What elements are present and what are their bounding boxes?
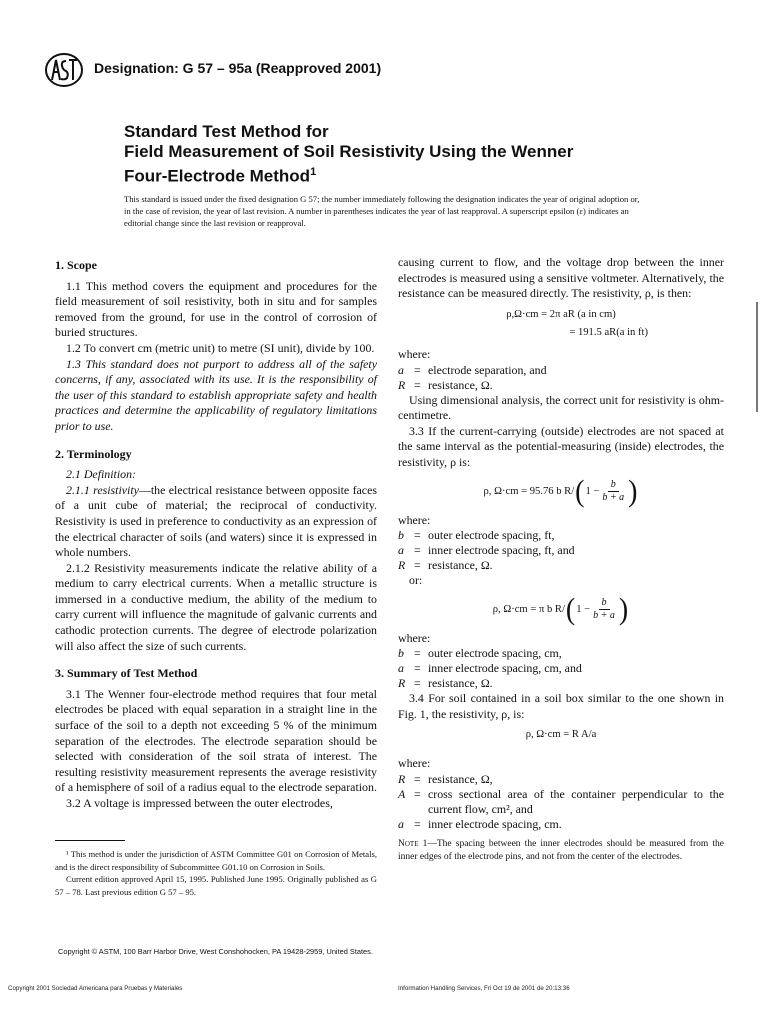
section-1-heading: 1. Scope <box>55 258 97 272</box>
right-column <box>398 255 724 864</box>
where-list-1 <box>398 363 724 393</box>
footnotes <box>55 848 377 898</box>
where-item: a = inner electrode spacing, cm, and <box>398 661 582 676</box>
para-1-2: 1.2 To convert cm (metric unit) to metre (SI unit), divide by 100. <box>66 340 375 355</box>
where-item: R = resistance, Ω. <box>398 377 493 392</box>
where-item: R = resistance, Ω, <box>398 771 493 786</box>
where-list-3 <box>398 646 724 691</box>
para-3-2-cont: causing current to flow, and the voltage drop between the inner electrodes is measured using a sensitive voltmeter. Alternatively, the resistance can be measured directly. The resistivity, ρ, is then: <box>398 255 724 301</box>
para-1-1: 1.1 This method covers the equipment and procedures for the field measurement of soil resistivity, both in situ and for samples removed from the ground, for use in the control of corrosion of buried structures. <box>55 278 377 340</box>
footnote-rule <box>55 840 125 841</box>
title-line-3: Four-Electrode Method$^1$ <box>124 166 317 186</box>
para-3-3: 3.3 If the current-carrying (outside) electrodes are not spaced at the same interval as the potential-measuring (inside) electrodes, the resistivity, ρ is: <box>398 423 724 469</box>
where-label-4: where: <box>398 756 431 771</box>
footnote-1: ¹ This method is under the jurisdiction of ASTM Committee G01 on Corrosion of Metals, and is the direct responsibility of Subcommittee G01.10 on Corrosion in Soils. <box>55 849 377 872</box>
para-2-1-1: 2.1.1 resistivity—the electrical resistance between opposite faces of a unit cube of material; the reciprocal of conductivity. Resistivity is used in preference to conductivity as an expression of the electrical character of soils (and waters) since it is expressed in whole numbers. <box>55 482 377 560</box>
para-2-1: 2.1 Definition: <box>66 467 137 482</box>
issue-notice: This standard is issued under the fixed designation G 57; the number immediately following the designation indicates the year of original adoption or, in the case of revision, the year of last revision. A number in parentheses indicates the year of last reapproval. A superscript epsilon (ε) indicates an editorial change since the last revision or reapproval. <box>124 194 640 228</box>
left-column <box>55 258 377 812</box>
where-label-1: where: <box>398 346 431 361</box>
title-line-2: Field Measurement of Soil Resistivity Using the Wenner <box>124 142 574 161</box>
edition-note: Current edition approved April 15, 1995. Published June 1995. Originally published as G 57 – 78. Last previous edition G 57 – 95. <box>55 874 377 897</box>
where-item: b = outer electrode spacing, ft, <box>398 528 555 543</box>
where-item: a = inner electrode spacing, ft, and <box>398 543 575 558</box>
section-2-heading: 2. Terminology <box>55 446 132 461</box>
where-label-2: where: <box>398 512 431 527</box>
footer-left: Copyright 2001 Sociedad Americana para Pruebas y Materiales <box>8 985 183 992</box>
equation-4: ρ, Ω·cm = π b R/ ( 1 − $\frac{b}{b + a}$ ) <box>492 592 629 627</box>
para-1-3: 1.3 This standard does not purport to address all of the safety concerns, if any, associated with its use. It is the responsibility of the user of this standard to establish appropriate safety and health practices and determine the applicability of regulatory limitations prior to use. <box>55 356 377 433</box>
where-item: A = cross sectional area of the container perpendicular to the current flow, cm², and <box>398 786 724 816</box>
document-title <box>124 122 684 187</box>
where-item: R = resistance, Ω. <box>398 558 493 573</box>
note-1: Note 1—The spacing between the inner electrodes should be measured from the inner edges of the electrode pins, and not from the center of the electrodes. <box>398 838 724 862</box>
para-dimensional: Using dimensional analysis, the correct unit for resistivity is ohm-centimetre. <box>398 392 724 423</box>
equation-3: ρ, Ω·cm = 95.76 b R/ ( 1 − $\frac{b}{b + a}$ ) <box>483 473 638 509</box>
where-item: a = electrode separation, and <box>398 362 547 377</box>
where-list-2 <box>398 528 724 573</box>
where-item: a = inner electrode spacing, cm. <box>398 816 562 831</box>
astm-logo <box>44 52 84 88</box>
para-2-1-2: 2.1.2 Resistivity measurements indicate the relative ability of a medium to carry electrical currents. When a metallic structure is immersed in a conductive medium, the ability of the medium to carry current will influence the magnitude of galvanic currents and cathodic protection currents. The degree of electrode polarization will also affect the size of such currents. <box>55 560 377 653</box>
equation-1: ρ,Ω·cm = 2π aR (a in cm) <box>506 308 616 320</box>
para-3-1: 3.1 The Wenner four-electrode method requires that four metal electrodes be placed with equal separation in a straight line in the surface of the soil to a depth not exceeding 5 % of the minimum separation of the electrodes. The electrode separation should be selected with consideration of the soil strata of interest. The resulting resistivity measurement represents the average resistivity of a hemisphere of soil of a radius equal to the electrode separation. <box>55 686 377 795</box>
equation-5: ρ, Ω·cm = R A/a <box>525 728 597 740</box>
para-3-2: 3.2 A voltage is impressed between the outer electrodes, <box>66 796 333 810</box>
para-3-4: 3.4 For soil contained in a soil box similar to the one shown in Fig. 1, the resistivity, ρ, is: <box>398 691 724 721</box>
section-3-heading: 3. Summary of Test Method <box>55 666 198 681</box>
title-line-1: Standard Test Method for <box>124 122 329 141</box>
where-label-3: where: <box>398 630 431 645</box>
or-label: or: <box>409 573 423 588</box>
scan-edge-mark <box>756 302 758 412</box>
title-footnote-mark: 1 <box>310 166 317 178</box>
where-item: b = outer electrode spacing, cm, <box>398 646 562 661</box>
footer-right: Information Handling Services, Fri Oct 19 de 2001 de 20:13:36 <box>398 985 570 992</box>
designation: Designation: G 57 – 95a (Reapproved 2001) <box>94 60 382 76</box>
equation-2: = 191.5 aR(a in ft) <box>569 327 648 339</box>
where-list-4 <box>398 772 724 832</box>
copyright-line: Copyright © ASTM, 100 Barr Harbor Drive, West Conshohocken, PA 19428-2959, United States. <box>58 947 373 956</box>
where-item: R = resistance, Ω. <box>398 676 493 691</box>
